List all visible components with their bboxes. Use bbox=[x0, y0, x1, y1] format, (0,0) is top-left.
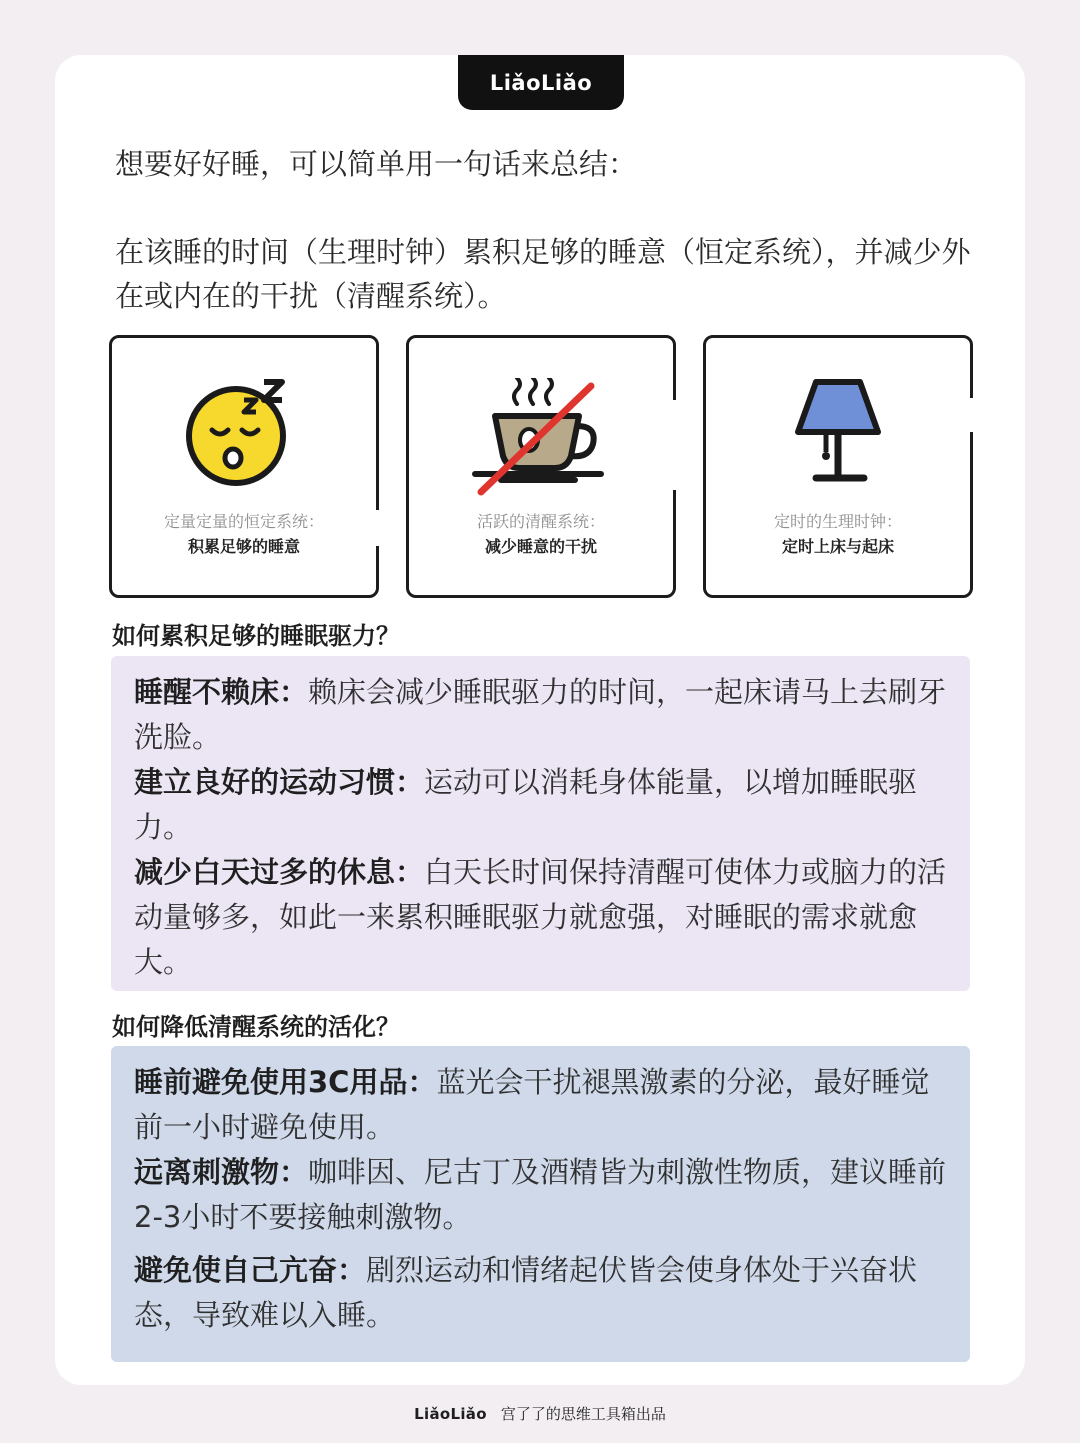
section1-title: 如何累积足够的睡眠驱力？ bbox=[112, 622, 400, 650]
footer-logo: LiǎoLiǎo bbox=[414, 1405, 487, 1423]
card-border-gap bbox=[669, 400, 677, 490]
list-item bbox=[134, 1248, 950, 1338]
card-caption: 定量定量的恒定系统： bbox=[163, 512, 324, 531]
item-label: 建立良好的运动习惯： bbox=[134, 765, 425, 799]
footer bbox=[0, 1403, 1080, 1424]
item-label: 避免使自己亢奋： bbox=[134, 1253, 367, 1287]
section2-title: 如何降低清醒系统的活化？ bbox=[112, 1013, 400, 1041]
card-caption: 定时的生理时钟： bbox=[773, 512, 902, 531]
intro-text bbox=[115, 142, 985, 318]
card-title: 积累足够的睡意 bbox=[187, 537, 300, 556]
no-coffee-icon bbox=[471, 378, 611, 498]
card-caption: 活跃的清醒系统： bbox=[476, 512, 605, 531]
lamp-icon bbox=[788, 378, 888, 488]
item-text: 运动可以消耗身体能量，以增加睡眠驱力。 bbox=[134, 765, 918, 844]
list-item bbox=[134, 760, 950, 850]
item-label: 睡醒不赖床： bbox=[134, 675, 309, 709]
item-label: 减少白天过多的休息： bbox=[134, 855, 425, 889]
card-homeostatic bbox=[109, 335, 379, 598]
list-item bbox=[134, 1060, 950, 1150]
card-circadian bbox=[703, 335, 973, 598]
footer-text: 宫了了的思维工具箱出品 bbox=[500, 1405, 666, 1423]
intro-line1: 想要好好睡，可以简单用一句话来总结： bbox=[115, 147, 638, 181]
section1-panel bbox=[111, 656, 970, 991]
sleeping-face-icon bbox=[184, 378, 304, 488]
card-arousal bbox=[406, 335, 676, 598]
card-border-gap bbox=[372, 510, 380, 546]
item-text: 蓝光会干扰褪黑激素的分泌，最好睡觉前一小时避免使用。 bbox=[134, 1065, 930, 1144]
brand-logo: LiǎoLiǎo bbox=[458, 55, 624, 110]
item-text: 剧烈运动和情绪起伏皆会使身体处于兴奋状态，导致难以入睡。 bbox=[134, 1253, 918, 1332]
section2-panel bbox=[111, 1046, 970, 1362]
item-label: 睡前避免使用3C用品： bbox=[134, 1065, 437, 1099]
item-label: 远离刺激物： bbox=[134, 1155, 309, 1189]
item-text: 白天长时间保持清醒可使体力或脑力的活动量够多，如此一来累积睡眠驱力就愈强，对睡眠的需求就愈大。 bbox=[134, 855, 947, 979]
card-title: 定时上床与起床 bbox=[781, 537, 894, 556]
card-border-gap bbox=[966, 398, 974, 432]
list-item bbox=[134, 1150, 950, 1240]
card-title: 减少睡意的干扰 bbox=[484, 537, 597, 556]
item-text: 赖床会减少睡眠驱力的时间，一起床请马上去刷牙洗脸。 bbox=[134, 675, 947, 754]
item-text: 咖啡因、尼古丁及酒精皆为刺激性物质，建议睡前2-3小时不要接触刺激物。 bbox=[134, 1155, 947, 1234]
list-item bbox=[134, 850, 950, 985]
list-item bbox=[134, 670, 950, 760]
intro-line2: 在该睡的时间（生理时钟）累积足够的睡意（恒定系统），并减少外在或内在的干扰（清醒系统）。 bbox=[115, 235, 971, 313]
